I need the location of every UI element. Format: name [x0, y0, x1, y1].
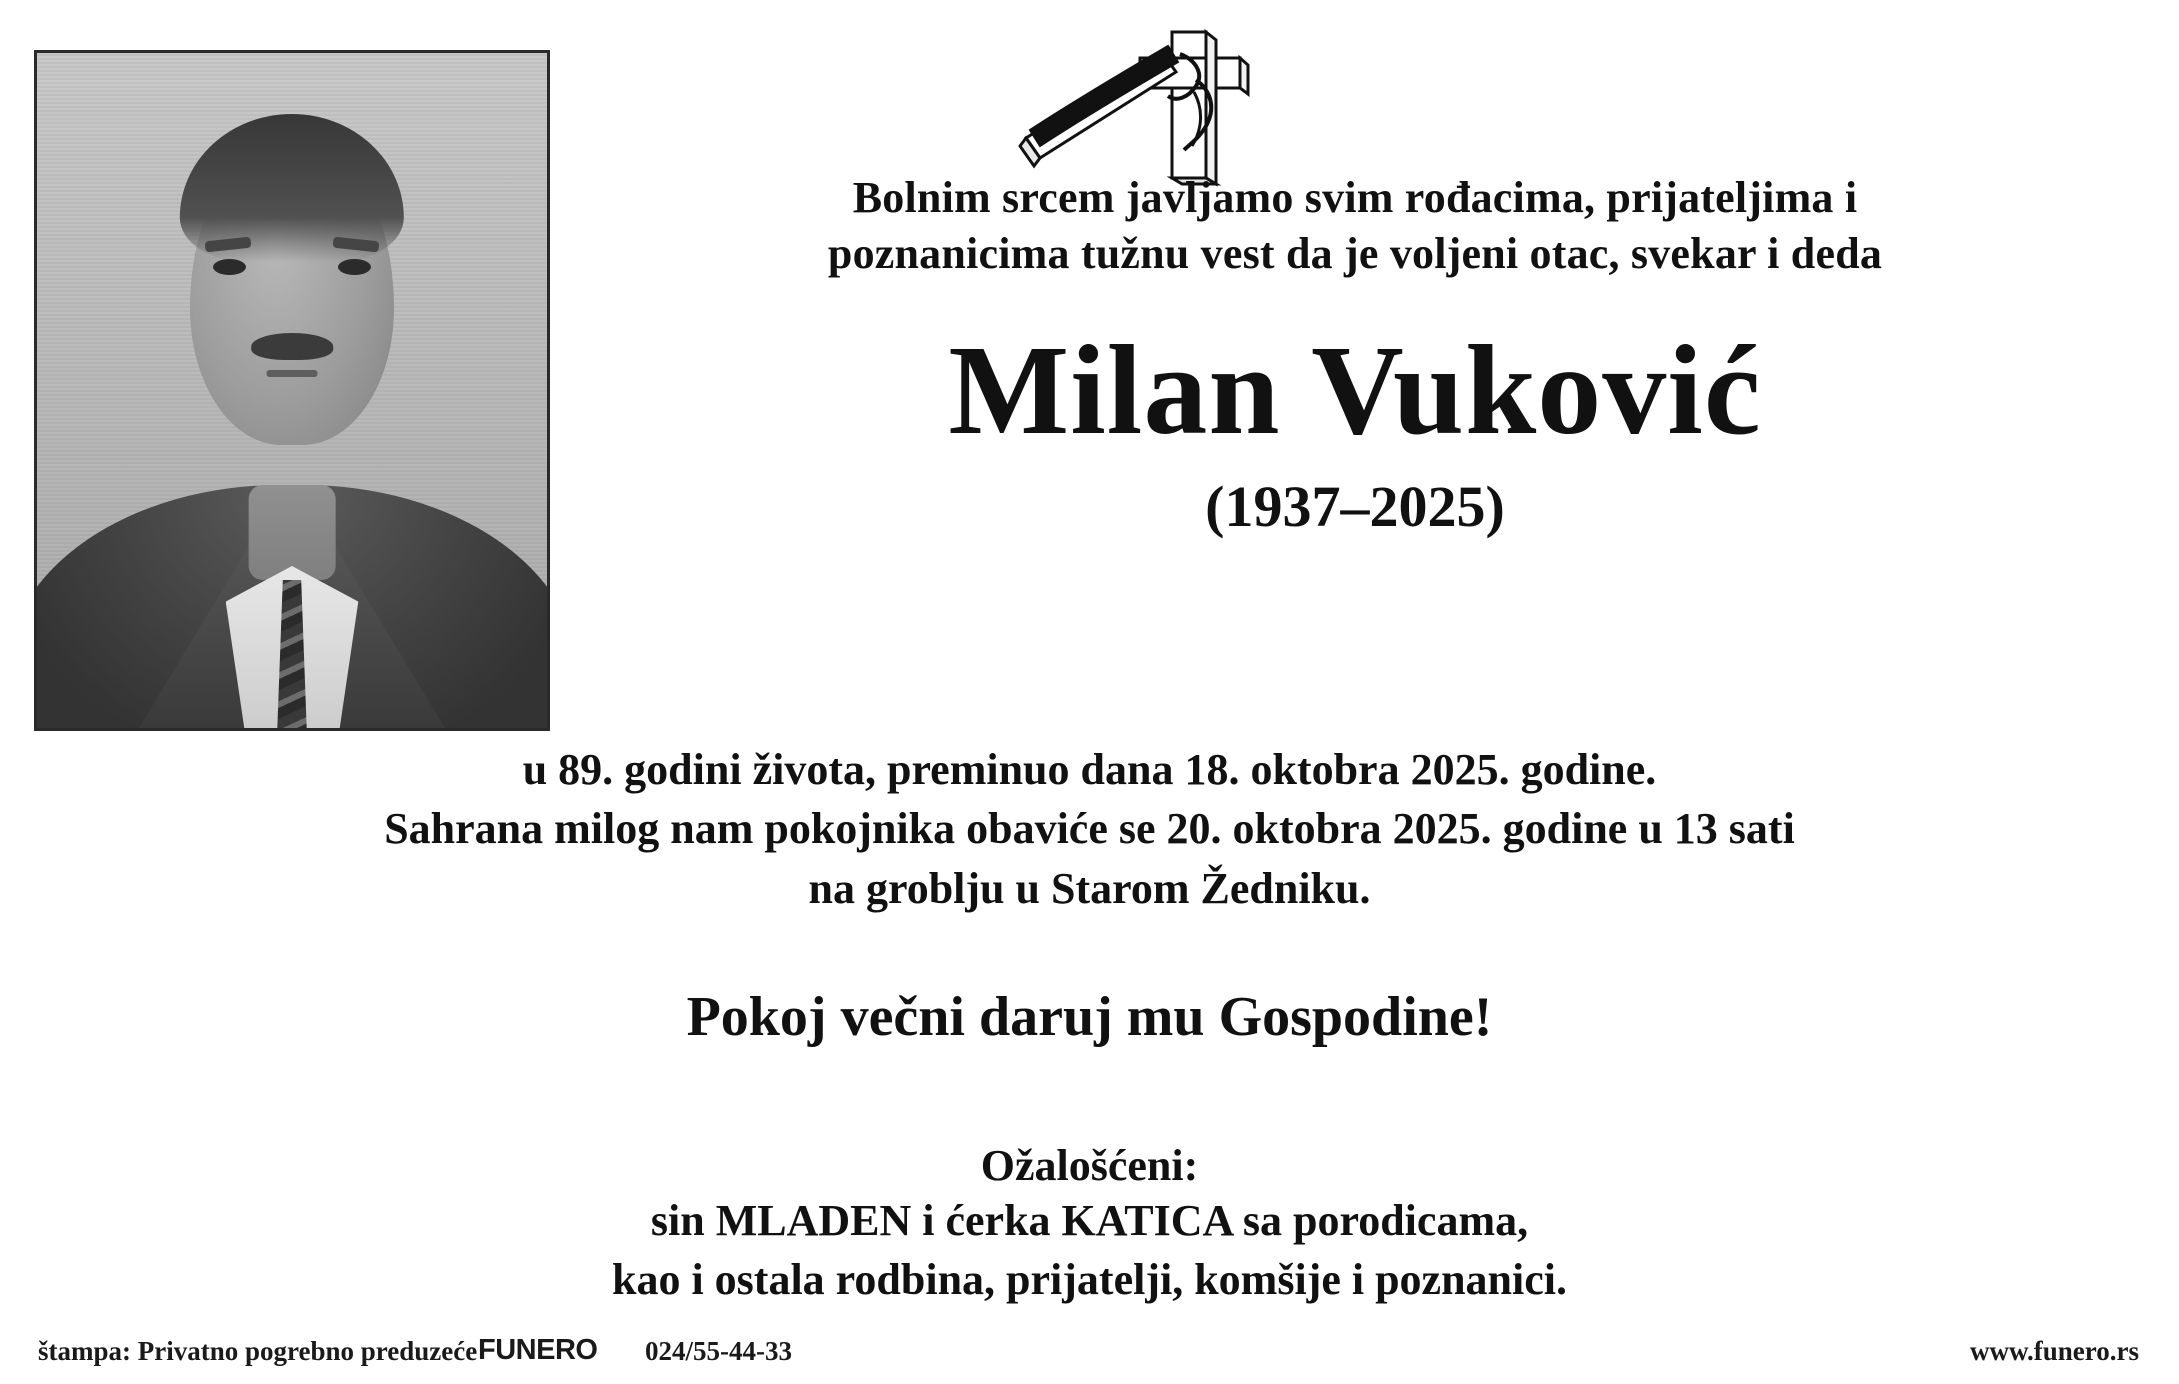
footer-brand: FUNERO — [478, 1334, 598, 1366]
portrait-neck — [249, 485, 336, 580]
notice-intro-line-2: poznanicima tužnu vest da je voljeni otac, svekar i deda — [827, 229, 1883, 279]
deceased-portrait — [34, 50, 550, 731]
deceased-name: Milan Vuković — [948, 318, 1762, 461]
footer-website: www.funero.rs — [1969, 1336, 2139, 1366]
notice-blessing: Pokoj večni daruj mu Gospodine! — [686, 986, 1493, 1048]
portrait-mouth — [267, 370, 318, 377]
notice-intro — [560, 170, 2150, 283]
portrait-frame — [34, 50, 544, 725]
deceased-years: (1937–2025) — [1205, 474, 1505, 540]
notice-mourners-block — [28, 1140, 2151, 1310]
mourners-line-2: kao i ostala rodbina, prijatelji, komšije i poznanici. — [611, 1255, 1568, 1305]
portrait-eye-right — [338, 259, 371, 275]
mourners-title: Ožalošćeni: — [980, 1141, 1199, 1190]
notice-details-line-3: na groblju u Starom Žedniku. — [808, 863, 1371, 913]
notice-details-line-2: Sahrana milog nam pokojnika obaviće se 20. oktobra 2025. godine u 13 sati — [384, 804, 1795, 854]
notice-details-line-1: u 89. godini života, preminuo dana 18. oktobra 2025. godine. — [522, 745, 1657, 794]
footer-phone: 024/55-44-33 — [645, 1336, 792, 1366]
cross-with-ribbon-icon — [990, 18, 1290, 188]
footer — [0, 1330, 2179, 1376]
portrait-eye-left — [213, 259, 246, 275]
notice-header-block — [560, 170, 2150, 540]
portrait-mustache — [251, 333, 333, 360]
mourners-line-1: sin MLADEN i ćerka KATICA sa porodicama, — [650, 1196, 1529, 1245]
notice-intro-line-1: Bolnim srcem javljamo svim rođacima, prijateljima i — [852, 173, 1858, 222]
footer-print-credit: štampa: Privatno pogrebno preduzeće — [38, 1336, 478, 1366]
notice-details-lines — [28, 740, 2151, 918]
notice-blessing-block — [28, 985, 2151, 1049]
notice-details — [28, 740, 2151, 918]
